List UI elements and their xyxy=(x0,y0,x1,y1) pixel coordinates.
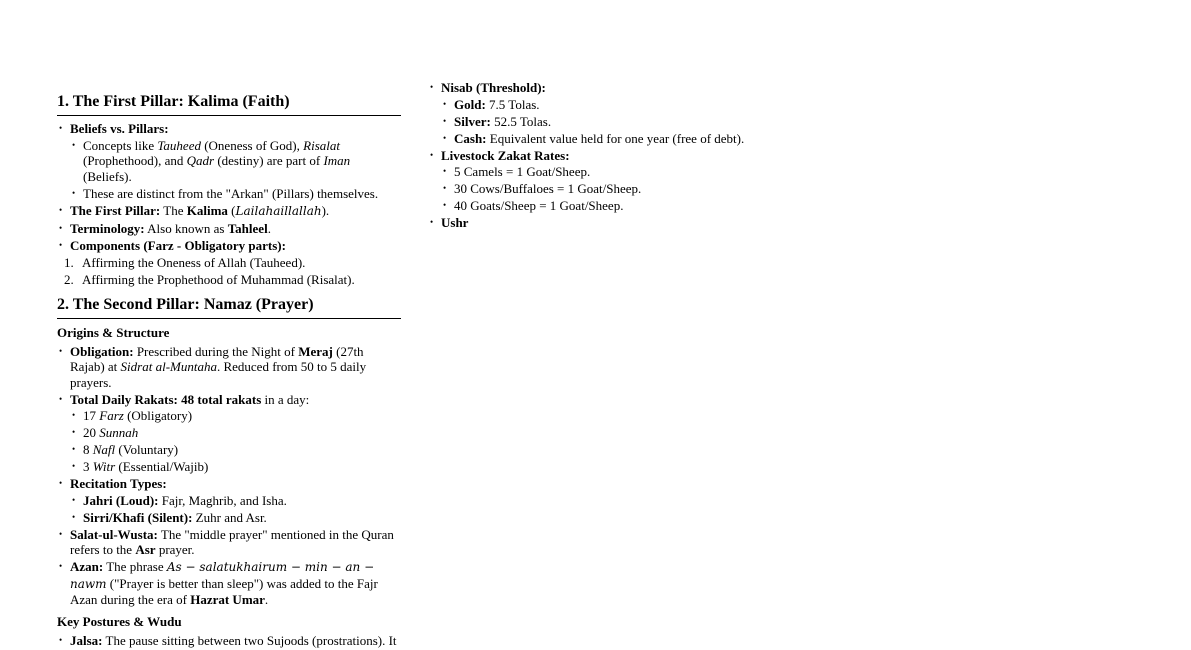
text: ( xyxy=(227,202,236,218)
text: 52.5 Tolas. xyxy=(490,113,552,129)
rakat-name: Sunnah xyxy=(99,425,139,440)
text: prayer. xyxy=(155,542,195,557)
text: . xyxy=(267,220,271,236)
rakat-item xyxy=(70,459,401,475)
term-kalima: Kalima xyxy=(186,202,228,218)
list-item-recitation xyxy=(57,476,401,525)
nisab-sublist xyxy=(441,97,848,147)
rakat-note: (Voluntary) xyxy=(115,442,179,457)
nisab-label: Nisab (Threshold): xyxy=(441,80,546,95)
nisab-cash xyxy=(441,131,848,147)
term-tauheed: Tauheed xyxy=(157,137,201,153)
text: ("Prayer is better than sleep") was added to the Fajr Azan during the era of xyxy=(70,575,378,607)
math-lailahaillallah: Lailahaillallah xyxy=(235,203,322,218)
list-item-beliefs xyxy=(57,121,401,201)
terminology-label: Terminology: xyxy=(70,220,145,236)
rakat-item xyxy=(70,425,401,441)
text: (Oneness of God), xyxy=(200,137,304,153)
jalsa-label: Jalsa: xyxy=(70,632,103,648)
list-item-jalsa xyxy=(57,633,401,649)
text: Also known as xyxy=(144,220,228,236)
cash-label: Cash: xyxy=(454,130,487,146)
rakat-count: 20 xyxy=(83,425,100,440)
term-risalat: Risalat xyxy=(303,137,340,153)
text: (destiny) are part of xyxy=(214,153,324,168)
term-meraj: Meraj xyxy=(298,343,333,359)
zakat-list xyxy=(428,80,848,231)
list-item-azan xyxy=(57,559,401,608)
rakat-name: Farz xyxy=(99,408,124,423)
text: ). xyxy=(321,202,330,218)
list-item-ushr xyxy=(428,215,848,231)
list-item-total-rakats xyxy=(57,392,401,475)
section-1-heading: 1. The First Pillar: Kalima (Faith) xyxy=(57,92,401,116)
jahri-label: Jahri (Loud): xyxy=(83,492,159,508)
text: in a day: xyxy=(261,391,310,407)
list-item-salat-ul-wusta xyxy=(57,527,401,558)
subheading-postures: Key Postures & Wudu xyxy=(57,613,182,629)
section-2-list xyxy=(57,344,401,608)
left-column xyxy=(57,92,401,650)
components-list xyxy=(57,255,401,288)
section-2-heading: 2. The Second Pillar: Namaz (Prayer) xyxy=(57,295,401,319)
livestock-sublist xyxy=(441,164,848,214)
rakat-name: Nafl xyxy=(92,442,116,457)
rakat-count: 17 xyxy=(83,408,100,423)
recitation-jahri xyxy=(70,493,401,509)
term-hazrat-umar: Hazrat Umar xyxy=(190,592,265,607)
item-text: Affirming the Prophethood of Muhammad (Risalat). xyxy=(82,271,355,287)
item-text: Affirming the Oneness of Allah (Tauheed). xyxy=(82,254,306,270)
list-item-obligation xyxy=(57,344,401,391)
term-tahleel: Tahleel xyxy=(227,220,268,236)
text: Prescribed during the Night of xyxy=(133,343,299,359)
item-number: 1. xyxy=(64,254,74,270)
term-asr: Asr xyxy=(135,542,156,557)
livestock-item: • 30 Cows/Buffaloes = 1 Goat/Sheep. xyxy=(441,181,848,197)
rakat-item xyxy=(70,442,401,458)
azan-label: Azan: xyxy=(70,559,104,574)
text: Equivalent value held for one year (free of debt). xyxy=(486,130,745,146)
section-1-list xyxy=(57,121,401,253)
rakats-sublist xyxy=(70,408,401,475)
salat-ul-wusta-label: Salat-ul-Wusta: xyxy=(70,526,158,542)
gold-label: Gold: xyxy=(454,96,486,112)
text: . Reduced from 50 to 5 daily prayers. xyxy=(70,359,367,390)
text: The "middle prayer" mentioned in the Quran refers to the xyxy=(70,526,394,557)
component-item xyxy=(57,255,401,271)
text: The xyxy=(160,202,187,218)
rakat-note: (Essential/Wajib) xyxy=(115,459,209,474)
beliefs-sublist xyxy=(70,138,401,202)
list-item-terminology xyxy=(57,221,401,237)
text: The phrase xyxy=(103,559,167,574)
list-item-livestock xyxy=(428,148,848,214)
nisab-silver xyxy=(441,114,848,130)
math-azan-phrase: As − salatukhairum − min − an − nawm xyxy=(70,560,375,591)
recitation-sublist xyxy=(70,493,401,526)
livestock-item: • 5 Camels = 1 Goat/Sheep. xyxy=(441,164,848,180)
silver-label: Silver: xyxy=(454,113,491,129)
rakat-item xyxy=(70,408,401,424)
text: The pause sitting between two Sujoods (prostrations). It xyxy=(102,632,397,648)
text: (Beliefs). xyxy=(83,168,132,184)
component-item xyxy=(57,272,401,288)
rakat-note: (Obligatory) xyxy=(123,408,193,423)
recitation-sirri xyxy=(70,510,401,526)
rakat-count: 8 xyxy=(83,442,93,457)
rakat-count: 3 xyxy=(83,459,93,474)
term-iman: Iman xyxy=(323,153,351,168)
postures-list xyxy=(57,633,401,649)
livestock-label: Livestock Zakat Rates: xyxy=(441,147,570,163)
text: (Prophethood), and xyxy=(83,153,187,168)
beliefs-label: Beliefs vs. Pillars: xyxy=(70,121,169,136)
total-rakats-label: Total Daily Rakats: 48 total rakats xyxy=(70,391,262,407)
text: Concepts like xyxy=(83,137,158,153)
text: Zuhr and Asr. xyxy=(192,509,267,525)
list-item-distinct: • These are distinct from the "Arkan" (Pillars) themselves. xyxy=(70,186,401,202)
item-number: 2. xyxy=(64,271,74,287)
rakat-name: Witr xyxy=(92,459,116,474)
sirri-label: Sirri/Khafi (Silent): xyxy=(83,509,193,525)
term-sidrat: Sidrat al-Muntaha xyxy=(120,359,217,374)
text: (27th Rajab) at xyxy=(70,343,364,374)
term-qadr: Qadr xyxy=(186,153,215,168)
obligation-label: Obligation: xyxy=(70,343,134,359)
nisab-gold xyxy=(441,97,848,113)
first-pillar-label: The First Pillar: xyxy=(70,202,161,218)
list-item-components xyxy=(57,238,401,254)
list-item-concepts xyxy=(70,138,401,185)
list-item-first-pillar xyxy=(57,203,401,220)
text: Fajr, Maghrib, and Isha. xyxy=(158,492,287,508)
subheading-origins: Origins & Structure xyxy=(57,324,170,340)
components-label: Components (Farz - Obligatory parts): xyxy=(70,237,286,253)
right-column xyxy=(428,80,848,232)
text: . xyxy=(264,592,269,607)
livestock-item: • 40 Goats/Sheep = 1 Goat/Sheep. xyxy=(441,198,848,214)
recitation-label: Recitation Types: xyxy=(70,476,167,491)
ushr-label: Ushr xyxy=(441,215,469,230)
text: 7.5 Tolas. xyxy=(485,96,540,112)
list-item-nisab xyxy=(428,80,848,146)
